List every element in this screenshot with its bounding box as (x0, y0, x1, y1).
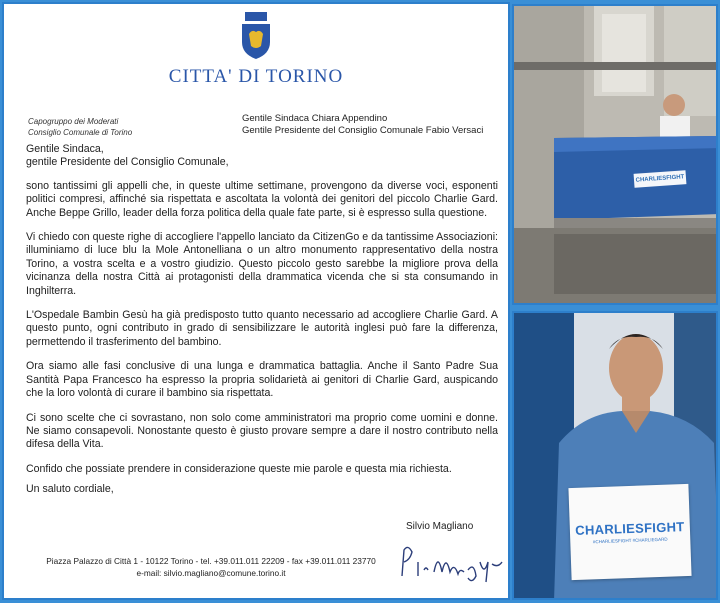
paragraph: sono tantissimi gli appelli che, in queste ultime settimane, provengono da diverse voci, esponenti politici compresi, affinché sia rispettata e ascoltata la volontà dei genitori del piccolo Charlie Gard. Anche Beppe Grillo, leader della forza politica della quale fate parte, si è espresso sulla questione. (26, 179, 498, 219)
letter-footer (36, 556, 386, 579)
city-name: CITTA' DI TORINO (168, 66, 344, 87)
footer-email[interactable]: e-mail: silvio.magliano@comune.torino.it (136, 567, 286, 578)
recipient-president: Gentile Presidente del Consiglio Comunale Fabio Versaci (242, 125, 484, 136)
paragraph: Ci sono scelte che ci sovrastano, non solo come amministratori ma proprio come uomini e donne. Ne siamo consapevoli. Nonostante questo è giusto provare sempre a dare il nostro contributo nella difesa della Vita. (26, 411, 498, 451)
signature-name: Silvio Magliano (406, 521, 474, 532)
balcony-scene (514, 6, 718, 305)
handwritten-signature (394, 532, 509, 584)
sender-institution: Consiglio Comunale di Torino (28, 128, 133, 137)
recipient-mayor: Gentile Sindaca Chiara Appendino (242, 113, 388, 124)
letter-document (2, 2, 510, 600)
sign-title: CHARLIESFIGHT (574, 519, 685, 538)
greeting-line: Gentile Sindaca, (26, 143, 104, 155)
paragraph: Vi chiedo con queste righe di accogliere l'appello lanciato da CitizenGo e da tantissime Associazioni: illuminiamo di luce blu la Mole Antonelliana o un altro monumento rappresentativo della nostra Torino, a vostra scelta e a vostro giudizio. Questo piccolo gesto sarebbe la migliore prova della vicinanza della nostra Città ai protagonisti della drammatica vicenda che si sta consumando in Inghilterra. (26, 231, 498, 297)
letter-body (26, 143, 498, 497)
paragraph: Ora siamo alle fasi conclusive di una lunga e drammatica battaglia. Anche il Santo Padre Sua Santità Papa Francesco ha espresso la propria solidarietà ai genitori di Charlie Gard, auspicando che la loro volontà di curare il bambino sia rispettata. (26, 360, 498, 400)
sign-photo (512, 311, 718, 600)
paragraph: Confido che possiate prendere in considerazione queste mie parole e questa mia richiesta. (26, 462, 452, 475)
sender-role: Capogruppo dei Moderati (28, 117, 119, 126)
paragraph: L'Ospedale Bambin Gesù ha già predisposto tutto quanto necessario ad accogliere Charlie Gard. A questo punto, ogni contributo in grado di sensibilizzare le autorità inglesi può fare la differenza, permettendo il trasferimento del bambino. (26, 309, 498, 348)
balcony-photo (512, 4, 718, 305)
torino-bull-crest-icon (236, 12, 276, 60)
charliesfight-sign (568, 484, 691, 580)
closing: Un saluto cordiale, (26, 483, 114, 496)
sign-subtitle: #CHARLIESFIGHT #CHARLIEGARD (592, 536, 668, 545)
greeting-line: gentile Presidente del Consiglio Comunale, (26, 156, 229, 169)
flag-banner-text: CHARLIESFIGHT (634, 170, 687, 188)
sender-block (28, 116, 228, 138)
greeting (26, 143, 498, 170)
footer-address: Piazza Palazzo di Città 1 - 10122 Torino - tel. +39.011.011 22209 - fax +39.011.011 23770 (46, 556, 376, 566)
recipients-block (242, 113, 510, 137)
